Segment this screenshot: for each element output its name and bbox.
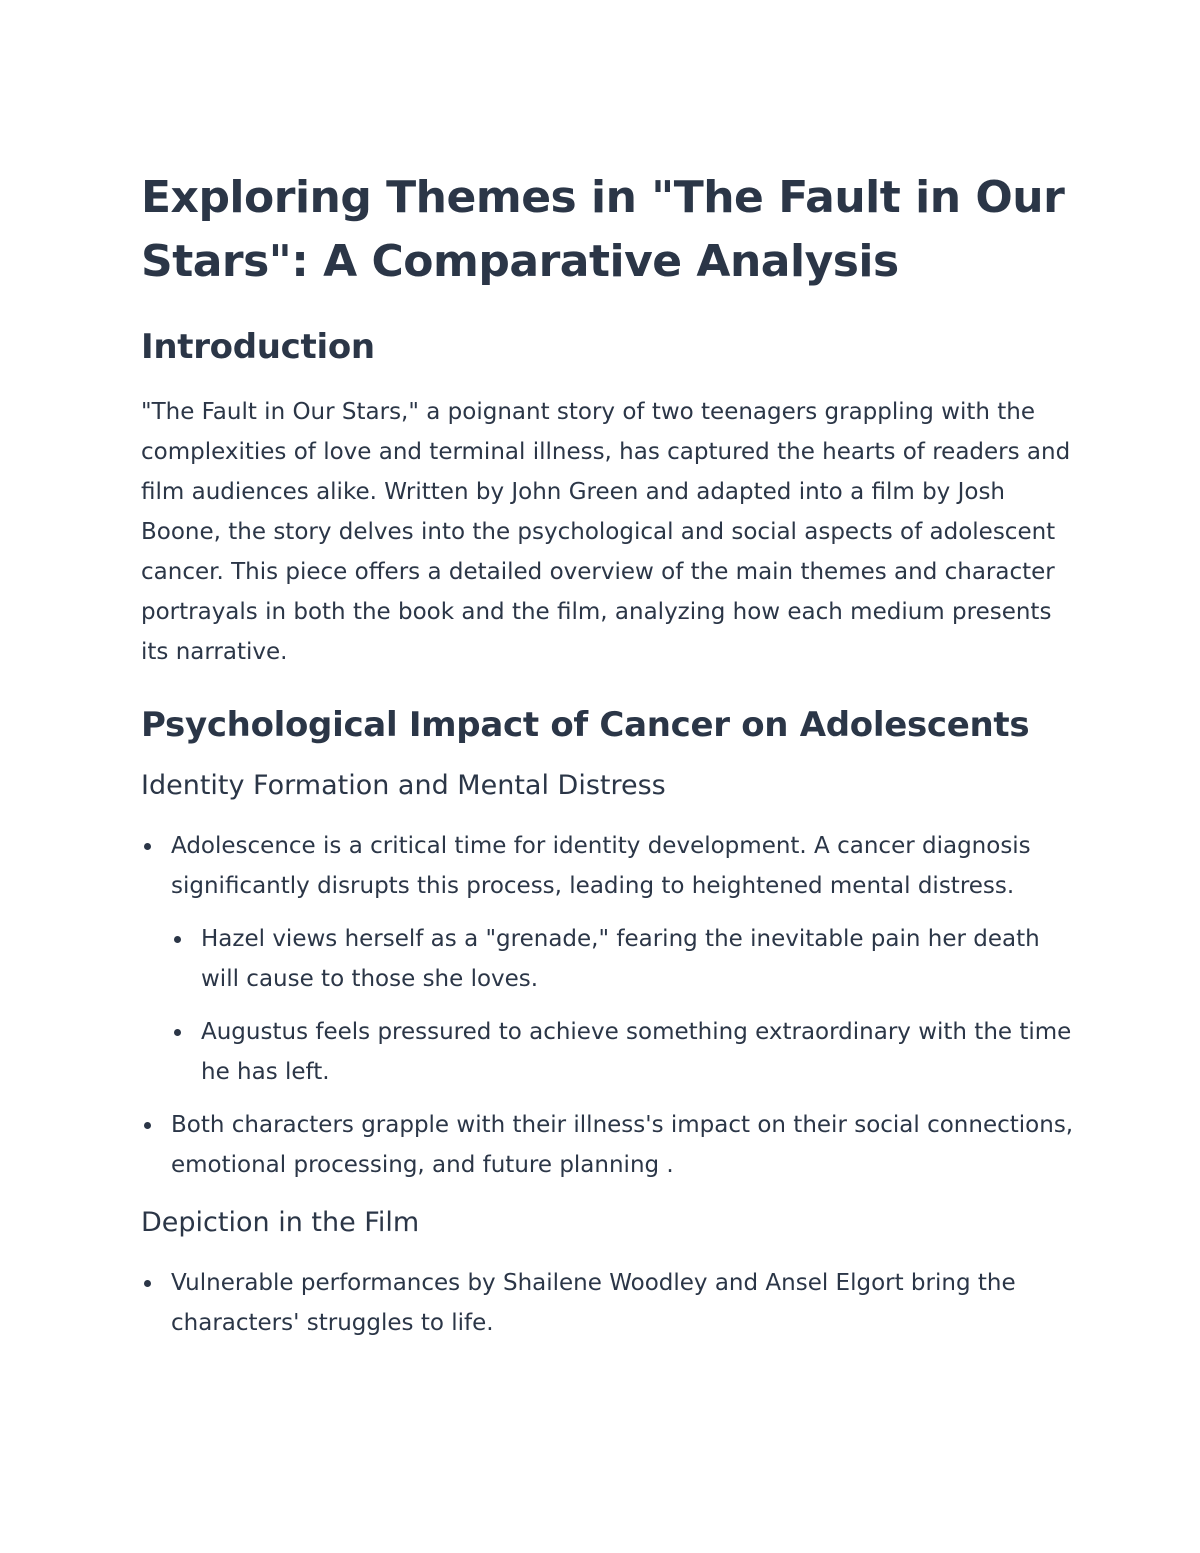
list-item xyxy=(171,919,1081,999)
list-item-text: Both characters grapple with their illness's impact on their social connections, emotional processing, and future planning . xyxy=(171,1112,1074,1178)
list-item-text: Adolescence is a critical time for identity development. A cancer diagnosis significantly disrupts this process, leading to heightened mental distress. xyxy=(171,833,1031,899)
list-item xyxy=(141,1263,1081,1343)
psychological-impact-heading: Psychological Impact of Cancer on Adolescents xyxy=(141,705,1030,745)
list-item xyxy=(171,1012,1081,1092)
identity-formation-heading: Identity Formation and Mental Distress xyxy=(141,770,666,801)
list-item-text: Hazel views herself as a "grenade," fearing the inevitable pain her death will cause to those she loves. xyxy=(201,926,1040,992)
bullet-icon xyxy=(144,1280,151,1287)
identity-bullet-list xyxy=(141,826,1081,1185)
bullet-icon xyxy=(144,843,151,850)
identity-sub-list xyxy=(171,919,1081,1092)
introduction-heading: Introduction xyxy=(141,327,375,367)
bullet-icon xyxy=(174,1029,181,1036)
film-bullet-list xyxy=(141,1263,1081,1343)
list-item xyxy=(141,826,1081,1092)
document-page xyxy=(141,166,1081,1356)
depiction-film-heading: Depiction in the Film xyxy=(141,1207,420,1238)
bullet-icon xyxy=(174,936,181,943)
introduction-paragraph: "The Fault in Our Stars," a poignant story of two teenagers grappling with the complexities of love and terminal illness, has captured the hearts of readers and film audiences alike. Written by John Green and adapted into a film by Josh Boone, the story delves into the psychological and social aspects of adolescent cancer. This piece offers a detailed overview of the main themes and character portrayals in both the book and the film, analyzing how each medium presents its narrative. xyxy=(141,399,1071,665)
list-item-text: Augustus feels pressured to achieve something extraordinary with the time he has left. xyxy=(201,1019,1072,1085)
list-item xyxy=(141,1105,1081,1185)
list-item-text: Vulnerable performances by Shailene Woodley and Ansel Elgort bring the characters' struggles to life. xyxy=(171,1270,1016,1336)
bullet-icon xyxy=(144,1122,151,1129)
document-title: Exploring Themes in "The Fault in Our Stars": A Comparative Analysis xyxy=(141,172,1065,287)
